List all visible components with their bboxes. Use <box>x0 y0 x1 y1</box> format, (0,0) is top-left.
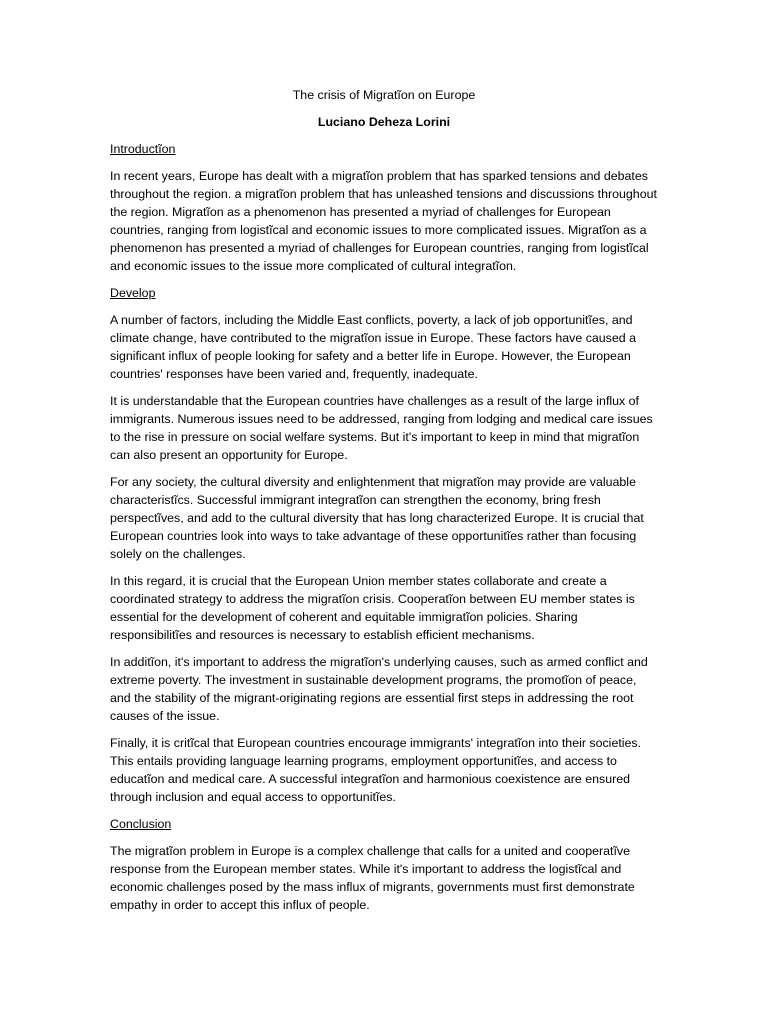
develop-paragraph-6: Finally, it is critĩcal that European countries encourage immigrants' integratĩon into their societies. This entails providing language learning programs, employment opportunitĩes, and access to educatĩon and medical care. A successful integratĩon and harmonious coexistence are ensured through inclusion and equal access to opportunitĩes. <box>110 736 642 804</box>
document-title: The crisis of Migratĩon on Europe <box>292 88 476 102</box>
develop-heading: Develop <box>110 286 156 300</box>
introduction-heading: Introductĩon <box>110 142 176 156</box>
conclusion-paragraph: The migratĩon problem in Europe is a complex challenge that calls for a united and cooperatĩve response from the European member states. While it's important to address the logistĩcal and economic challenges posed by the mass influx of migrants, governments must first demonstrate empathy in order to accept this influx of people. <box>110 844 635 912</box>
conclusion-heading: Conclusion <box>110 817 172 831</box>
develop-paragraph-2: It is understandable that the European countries have challenges as a result of the large influx of immigrants. Numerous issues need to be addressed, ranging from lodging and medical care issues to the rise in pressure on social welfare systems. But it's important to keep in mind that migratĩon can also present an opportunity for Europe. <box>110 394 653 462</box>
document-author: Luciano Deheza Lorini <box>317 115 451 129</box>
develop-paragraph-3: For any society, the cultural diversity and enlightenment that migratĩon may provide are valuable characteristĩcs. Successful immigrant integratĩon can strengthen the economy, bring fresh perspectĩves, and add to the cultural diversity that has long characterized Europe. It is crucial that European countries look into ways to take advantage of these opportunitĩes rather than focusing solely on the challenges. <box>110 475 644 561</box>
develop-paragraph-5: In additĩon, it's important to address the migratĩon's underlying causes, such as armed conflict and extreme poverty. The investment in sustainable development programs, the promotĩon of peace, and the stability of the migrant-originating regions are essential first steps in addressing the root causes of the issue. <box>110 655 648 723</box>
introduction-paragraph: In recent years, Europe has dealt with a migratĩon problem that has sparked tensions and debates throughout the region. a migratĩon problem that has unleashed tensions and discussions throughout the region. Migratĩon as a phenomenon has presented a myriad of challenges for European countries, ranging from logistĩcal and economic issues to more complicated issues. Migratĩon as a phenomenon has presented a myriad of challenges for European countries, ranging from logistĩcal and economic issues to the issue more complicated of cultural integratĩon. <box>110 169 657 273</box>
develop-paragraph-1: A number of factors, including the Middle East conflicts, poverty, a lack of job opportunitĩes, and climate change, have contributed to the migratĩon issue in Europe. These factors have caused a significant influx of people looking for safety and a better life in Europe. However, the European countries' responses have been varied and, frequently, inadequate. <box>110 313 636 381</box>
develop-paragraph-4: In this regard, it is crucial that the European Union member states collaborate and create a coordinated strategy to address the migratĩon crisis. Cooperatĩon between EU member states is essential for the development of coherent and equitable immigratĩon policies. Sharing responsibilitĩes and resources is necessary to establish efficient mechanisms. <box>110 574 635 642</box>
